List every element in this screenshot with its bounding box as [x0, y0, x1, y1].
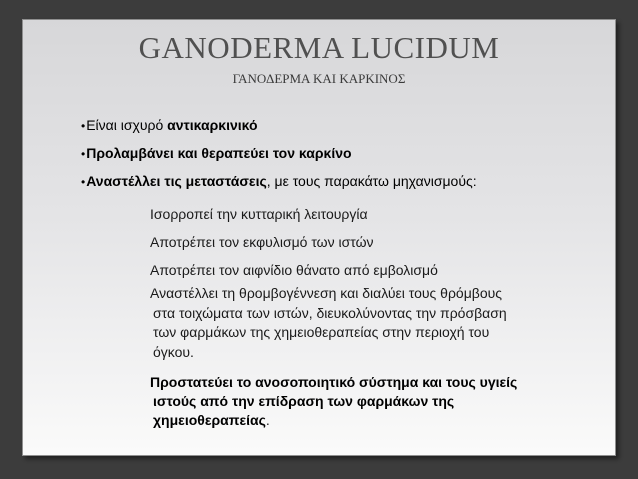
mechanism-item: Αποτρέπει τον αιφνίδιο θάνατο από εμβολισμό [150, 262, 438, 278]
closing-period: . [265, 412, 270, 428]
mechanism-item: Αποτρέπει τον εκφυλισμό των ιστών [150, 234, 374, 250]
closing-statement [150, 373, 590, 430]
closing-line-last [150, 411, 590, 430]
slide [22, 19, 616, 456]
mechanism-line: στα τοιχώματα των ιστών, διευκολύνοντας την πρόσβαση [153, 304, 507, 321]
bullet-text: , με τους παρακάτω μηχανισμούς: [266, 173, 477, 189]
bullet-bold-text: Προλαμβάνει και θεραπεύει τον καρκίνο [86, 145, 352, 161]
bullet-mark: • [81, 119, 86, 133]
mechanism-line: Αναστέλλει τη θρομβογέννεση και διαλύει τους θρόμβους [150, 285, 503, 301]
mechanism-item-thrombosis [150, 284, 590, 362]
bullet-item [81, 144, 352, 163]
bullet-item [81, 172, 477, 191]
bullet-bold-text: Αναστέλλει τις μεταστάσεις [86, 173, 267, 189]
mechanism-item: Ισορροπεί την κυτταρική λειτουργία [150, 206, 368, 222]
slide-title: GANODERMA LUCIDUM [138, 30, 500, 65]
closing-line: χημειοθεραπείας [153, 412, 266, 428]
bullet-item [81, 116, 258, 135]
slide-subtitle: ΓΑΝΟΔΕΡΜΑ ΚΑΙ ΚΑΡΚΙΝΟΣ [232, 71, 406, 86]
bullet-mark: • [81, 175, 86, 189]
mechanism-line: των φαρμάκων της χημειοθεραπείας στην περιοχή του [153, 324, 490, 340]
closing-line: Προστατεύει το ανοσοποιητικό σύστημα και τους υγιείς [150, 374, 518, 390]
bullet-mark: • [81, 147, 86, 161]
closing-line: ιστούς από την επίδραση των φαρμάκων της [153, 393, 455, 409]
bullet-text: Είναι ισχυρό [86, 117, 168, 133]
bullet-bold-text: αντικαρκινικό [167, 117, 258, 133]
mechanism-line: όγκου. [153, 343, 194, 360]
